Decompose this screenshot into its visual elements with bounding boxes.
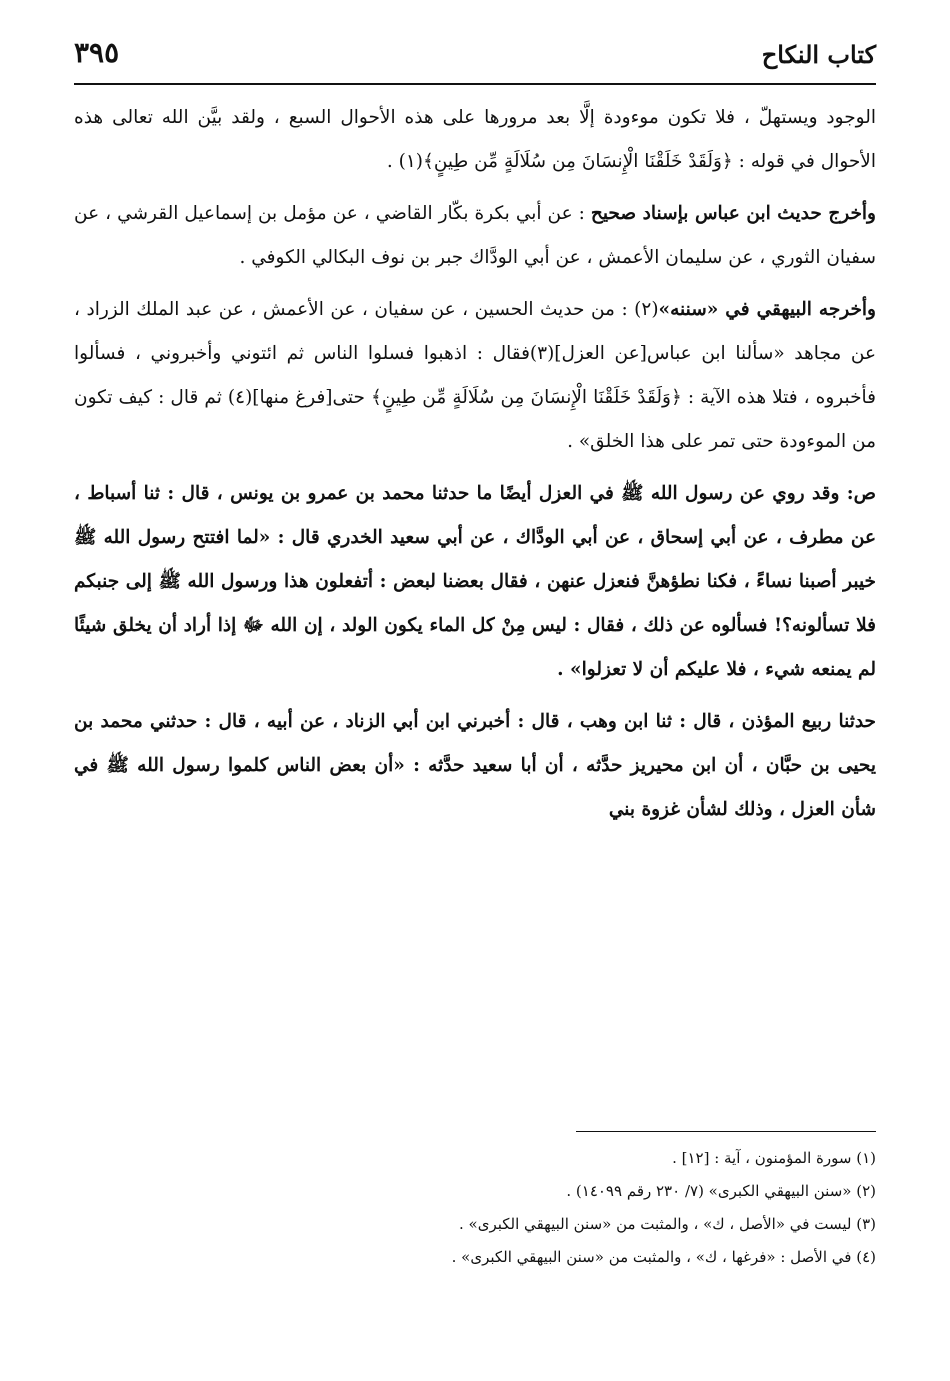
page-number: ٣٩٥ bbox=[74, 36, 120, 69]
paragraph-3-text: (٢) : من حديث الحسين ، عن سفيان ، عن الأعمش ، عن عبد الملك الزراد ، عن مجاهد «سألنا ابن عباس[عن العزل](٣)فقال : اذهبوا فسلوا الناس ثم ائتوني وأخبروني ، فسألوا فأخبروه ، فتلا هذه الآية : ﴿وَلَقَدْ خَلَقْنَا الْإِنسَانَ مِن سُلَالَةٍ مِّن طِينٍ﴾ حتى[فرغ منها](٤) ثم قال : كيف تكون من الموءودة حتى تمر على هذا الخلق» . bbox=[74, 299, 876, 452]
header-divider bbox=[74, 83, 876, 85]
footnote-divider bbox=[576, 1131, 876, 1132]
main-text bbox=[74, 96, 876, 1126]
paragraph-2-lead: وأخرج حديث ابن عباس بإسناد صحيح bbox=[590, 203, 876, 224]
footnote-2: (٢) «سنن البيهقي الكبرى» (٧/ ٢٣٠ رقم ١٤٠٩٩) . bbox=[566, 1182, 876, 1200]
footnote-4: (٤) في الأصل : «فرغها ، ك» ، والمثبت من «سنن البيهقي الكبرى» . bbox=[451, 1248, 876, 1266]
paragraph-5: حدثنا ربيع المؤذن ، قال : ثنا ابن وهب ، قال : أخبرني ابن أبي الزناد ، عن أبيه ، قال : حدثني محمد بن يحيى بن حبَّان ، أن ابن محيريز حدَّثه ، أن أبا سعيد حدَّثه : «أن بعض الناس كلموا رسول الله ﷺ في شأن العزل ، وذلك لشأن غزوة بني bbox=[74, 711, 876, 820]
paragraph-2-text: : عن أبي بكرة بكّار القاضي ، عن مؤمل بن إسماعيل القرشي ، عن سفيان الثوري ، عن سليمان الأعمش ، عن أبي الودَّاك جبر بن نوف البكالي الكوفي . bbox=[74, 203, 876, 268]
page-header bbox=[74, 30, 876, 80]
running-title: كتاب النكاح bbox=[761, 40, 876, 69]
paragraph-1: الوجود ويستهلّ ، فلا تكون موءودة إلَّا بعد مرورها على هذه الأحوال السبع ، ولقد بيَّن الله تعالى هذه الأحوال في قوله : ﴿وَلَقَدْ خَلَقْنَا الْإِنسَانَ مِن سُلَالَةٍ مِّن طِينٍ﴾(١) . bbox=[74, 107, 876, 172]
paragraph-3 bbox=[74, 288, 876, 464]
footnotes bbox=[74, 1142, 876, 1312]
footnote-1: (١) سورة المؤمنون ، آية : [١٢] . bbox=[672, 1149, 876, 1167]
paragraph-3-lead: وأخرجه البيهقي في «سننه» bbox=[658, 299, 876, 320]
paragraph-4: ص: وقد روي عن رسول الله ﷺ في العزل أيضًا ما حدثنا محمد بن عمرو بن يونس ، قال : ثنا أسباط ، عن مطرف ، عن أبي إسحاق ، عن أبي الودَّاك ، عن أبي سعيد الخدري قال : «لما افتتح رسول الله ﷺ خيبر أصبنا نساءً ، فكنا نطؤهنَّ فنعزل عنهن ، فقال بعضنا لبعض : أتفعلون هذا ورسول الله ﷺ إلى جنبكم فلا تسألونه؟! فسألوه عن ذلك ، فقال : ليس مِنْ كل الماء يكون الولد ، إن الله ﷻ إذا أراد أن يخلق شيئًا لم يمنعه شيء ، فلا عليكم أن لا تعزلوا» . bbox=[74, 483, 876, 680]
paragraph-2 bbox=[74, 192, 876, 280]
footnote-3: (٣) ليست في «الأصل ، ك» ، والمثبت من «سنن البيهقي الكبرى» . bbox=[459, 1215, 876, 1233]
